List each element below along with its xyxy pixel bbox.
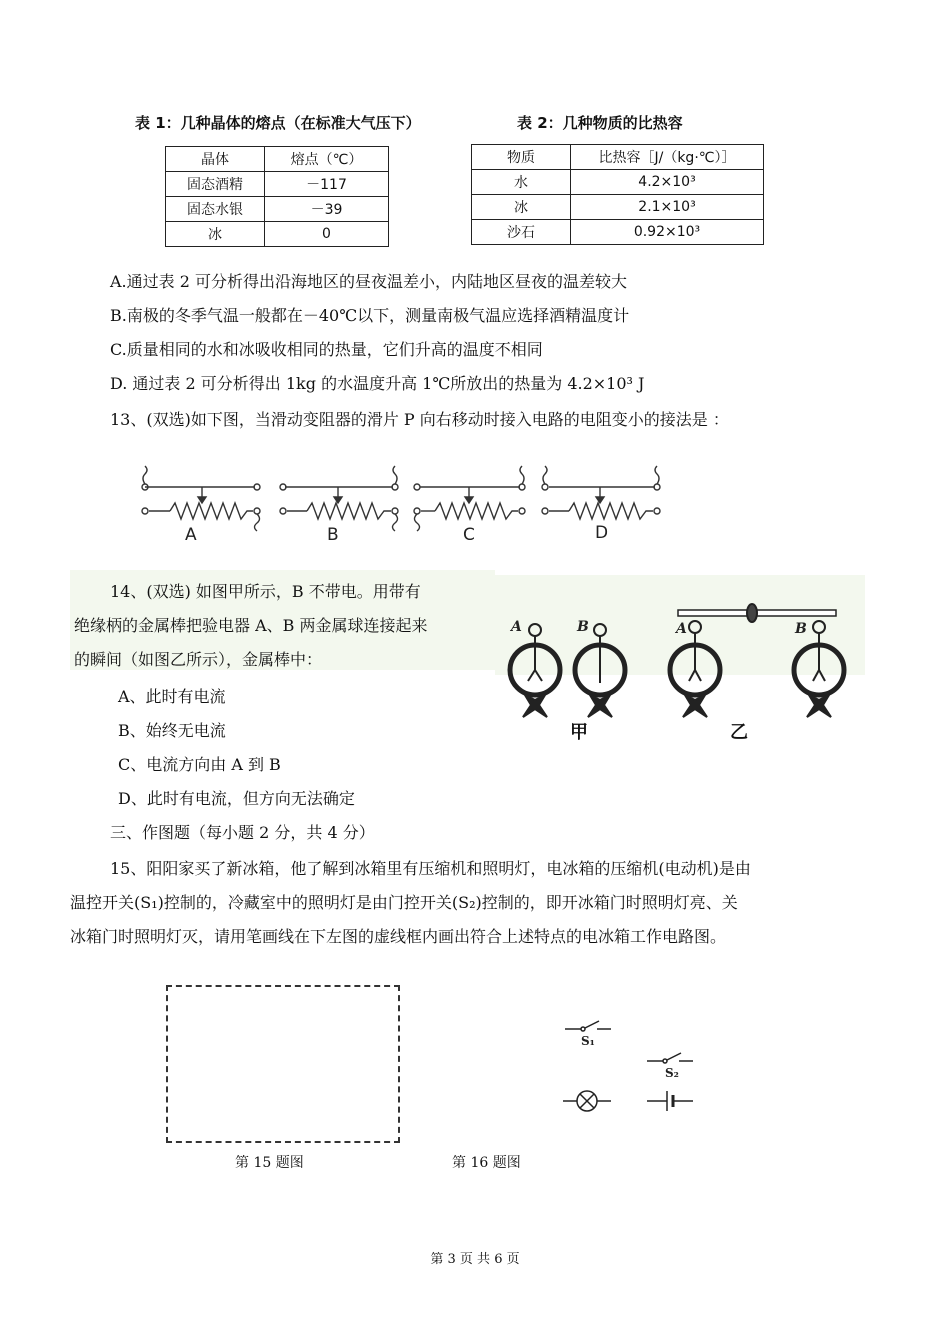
battery-icon — [647, 1091, 693, 1111]
rheostat-b — [280, 466, 398, 531]
rheostat-c — [414, 466, 525, 531]
table1-cell: －39 — [265, 197, 389, 222]
electroscope-figure — [495, 575, 865, 750]
yi-letter-a: A — [676, 621, 687, 637]
q12-option-a: A.通过表 2 可分析得出沿海地区的昼夜温差小，内陆地区昼夜的温差较大 — [110, 272, 627, 291]
rheostat-a — [142, 466, 260, 531]
table2-cell: 水 — [472, 170, 571, 195]
section3-heading: 三、作图题（每小题 2 分，共 4 分） — [110, 823, 375, 842]
table1-cell: 冰 — [166, 222, 265, 247]
page-footer: 第 3 页 共 6 页 — [430, 1252, 520, 1267]
jia-letter-a: A — [511, 619, 522, 635]
jia-letter-b: B — [577, 619, 589, 635]
table1-caption: 表 1：几种晶体的熔点（在标准大气压下） — [135, 114, 421, 132]
rheostat-label-a: A — [185, 525, 197, 545]
switch-s1-label: S₁ — [581, 1034, 595, 1048]
table2-cell: 冰 — [472, 195, 571, 220]
circuit-components — [555, 1015, 705, 1125]
rheostat-label-d: D — [595, 523, 609, 543]
q15-line3: 冰箱门时照明灯灭，请用笔画线在下左图的虚线框内画出符合上述特点的电冰箱工作电路图。 — [70, 927, 727, 946]
fig-jia-label: 甲 — [570, 722, 588, 743]
circuit-drawing-box[interactable] — [166, 985, 400, 1143]
q14-option-d: D、此时有电流，但方向无法确定 — [118, 789, 355, 808]
table2-header-substance: 物质 — [472, 145, 571, 170]
rheostat-label-b: B — [327, 525, 339, 545]
table1-cell: 0 — [265, 222, 389, 247]
specific-heat-table — [471, 144, 764, 245]
table2-cell: 沙石 — [472, 220, 571, 245]
q12-option-b: B.南极的冬季气温一般都在－40℃以下，测量南极气温应选择酒精温度计 — [110, 306, 630, 325]
table2-cell: 4.2×10³ — [571, 170, 764, 195]
q14-option-b: B、始终无电流 — [118, 721, 226, 740]
q12-option-c: C.质量相同的水和冰吸收相同的热量，它们升高的温度不相同 — [110, 340, 543, 359]
q14-stem-line3: 的瞬间（如图乙所示），金属棒中： — [74, 650, 323, 669]
rheostat-diagrams — [135, 455, 675, 555]
table2-caption: 表 2：几种物质的比热容 — [517, 114, 683, 132]
table1-cell: －117 — [265, 172, 389, 197]
table1-header-melting: 熔点（℃） — [265, 147, 389, 172]
table2-header-heat: 比热容［J/（kg·℃）］ — [571, 145, 764, 170]
table2-cell: 2.1×10³ — [571, 195, 764, 220]
q15-line2: 温控开关(S₁)控制的，冷藏室中的照明灯是由门控开关(S₂)控制的，即开冰箱门时照明灯亮、关 — [70, 893, 738, 912]
table1-cell: 固态水银 — [166, 197, 265, 222]
table1-header-crystal: 晶体 — [166, 147, 265, 172]
switch-s1-icon — [565, 1021, 611, 1031]
table2-cell: 0.92×10³ — [571, 220, 764, 245]
fig15-caption: 第 15 题图 — [235, 1155, 304, 1171]
q14-option-c: C、电流方向由 A 到 B — [118, 755, 281, 774]
switch-s2-label: S₂ — [665, 1066, 679, 1080]
q13-stem: 13、(双选)如下图，当滑动变阻器的滑片 P 向右移动时接入电路的电阻变小的接法是 ： — [110, 410, 729, 429]
rheostat-label-c: C — [463, 525, 475, 545]
rheostat-d — [542, 466, 660, 519]
fig16-caption: 第 16 题图 — [452, 1155, 521, 1171]
q12-option-d: D. 通过表 2 可分析得出 1kg 的水温度升高 1℃所放出的热量为 4.2×10³ J — [110, 374, 645, 393]
lamp-icon — [563, 1091, 611, 1111]
yi-letter-b: B — [795, 621, 807, 637]
switch-s2-icon — [647, 1053, 693, 1063]
q14-stem-line1: 14、(双选) 如图甲所示，B 不带电。用带有 — [110, 582, 421, 601]
q14-option-a: A、此时有电流 — [118, 687, 226, 706]
q15-line1: 15、阳阳家买了新冰箱，他了解到冰箱里有压缩机和照明灯，电冰箱的压缩机(电动机)是由 — [110, 859, 751, 878]
q14-stem-line2: 绝缘柄的金属棒把验电器 A、B 两金属球连接起来 — [74, 616, 428, 635]
melting-point-table — [165, 146, 389, 247]
table1-cell: 固态酒精 — [166, 172, 265, 197]
fig-yi-label: 乙 — [730, 722, 748, 743]
